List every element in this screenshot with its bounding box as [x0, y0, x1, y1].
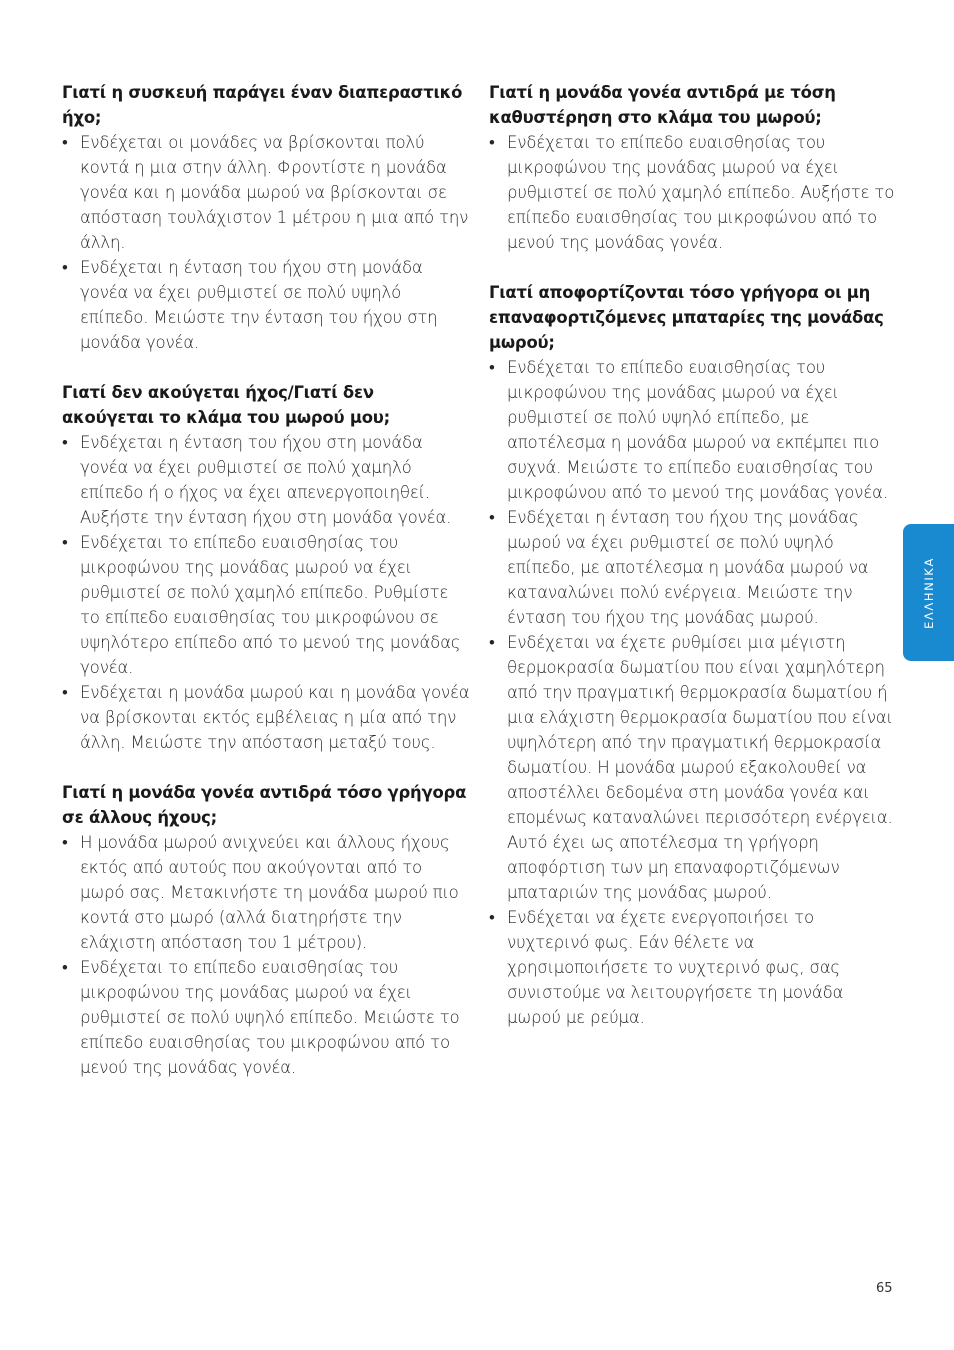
faq-section: [62, 380, 470, 755]
answer-item: • Η μονάδα μωρού ανιχνεύει και άλλους ήχους εκτός από αυτούς που ακούγονται από το μωρό σας. Μετακινήστε τη μονάδα μωρού πιο κοντά στο μωρό (αλλά διατηρήστε την ελάχιστη απόσταση του 1 μέτρου).: [62, 830, 470, 955]
answer-list: [62, 130, 470, 355]
language-tab: [903, 524, 954, 661]
answer-item: • Ενδέχεται το επίπεδο ευαισθησίας του μικροφώνου της μονάδας μωρού να έχει ρυθμιστεί σε πολύ υψηλό επίπεδο. Μειώστε το επίπεδο ευαισθησίας του μικροφώνου από το μενού της μονάδας γονέα.: [62, 955, 470, 1080]
answer-item: • Ενδέχεται το επίπεδο ευαισθησίας του μικροφώνου της μονάδας μωρού να έχει ρυθμιστεί σε πολύ υψηλό επίπεδο, με αποτέλεσμα η μονάδα μωρού να εκπέμπει πιο συχνά. Μειώστε το επίπεδο ευαισθησίας του μικροφώνου από το μενού της μονάδας γονέα.: [489, 355, 897, 505]
answer-item: • Ενδέχεται οι μονάδες να βρίσκονται πολύ κοντά η μια στην άλλη. Φροντίστε η μονάδα γονέα και η μονάδα μωρού να βρίσκονται σε απόσταση τουλάχιστον 1 μέτρου η μια από την άλλη.: [62, 130, 470, 255]
answer-item: • Ενδέχεται η μονάδα μωρού και η μονάδα γονέα να βρίσκονται εκτός εμβέλειας η μία από την άλλη. Μειώστε την απόσταση μεταξύ τους.: [62, 680, 470, 755]
question-title: Γιατί η συσκευή παράγει έναν διαπεραστικό ήχο;: [62, 83, 463, 127]
right-column: [489, 80, 897, 1055]
answer-item: • Ενδέχεται να έχετε ενεργοποιήσει το νυχτερινό φως. Εάν θέλετε να χρησιμοποιήσετε το νυχτερινό φως, σας συνιστούμε να λειτουργήσετε τη μονάδα μωρού με ρεύμα.: [489, 905, 897, 1030]
question-title: Γιατί δεν ακούγεται ήχος/Γιατί δεν ακούγεται το κλάμα του μωρού μου;: [62, 383, 390, 427]
question-title: Γιατί η μονάδα γονέα αντιδρά με τόση καθυστέρηση στο κλάμα του μωρού;: [489, 83, 836, 127]
left-column: [62, 80, 470, 1105]
language-tab-label: ΕΛΛΗΝΙΚΑ: [921, 556, 936, 629]
faq-section: [62, 80, 470, 355]
answer-item: • Ενδέχεται η ένταση του ήχου στη μονάδα γονέα να έχει ρυθμιστεί σε πολύ χαμηλό επίπεδο ή ο ήχος να έχει απενεργοποιηθεί. Αυξήστε την ένταση ήχου στη μονάδα γονέα.: [62, 430, 470, 530]
answer-item: • Ενδέχεται η ένταση του ήχου στη μονάδα γονέα να έχει ρυθμιστεί σε πολύ υψηλό επίπεδο. Μειώστε την ένταση του ήχου στη μονάδα γονέα.: [62, 255, 470, 355]
answer-list: [489, 130, 897, 255]
answer-list: [62, 830, 470, 1080]
answer-item: • Ενδέχεται να έχετε ρυθμίσει μια μέγιστη θερμοκρασία δωματίου που είναι χαμηλότερη από την πραγματική θερμοκρασία δωματίου ή μια ελάχιστη θερμοκρασία δωματίου που είναι υψηλότερη από την πραγματική θερμοκρασία δωματίου. Η μονάδα μωρού εξακολουθεί να αποστέλλει δεδομένα στη μονάδα γονέα και επομένως καταναλώνει περισσότερη ενέργεια. Αυτό έχει ως αποτέλεσμα τη γρήγορη αποφόρτιση των μη επαναφορτιζόμενων μπαταριών της μονάδας μωρού.: [489, 630, 897, 905]
faq-section: [489, 80, 897, 255]
faq-section: [489, 280, 897, 1030]
question-title: Γιατί η μονάδα γονέα αντιδρά τόσο γρήγορα σε άλλους ήχους;: [62, 783, 467, 827]
answer-list: [62, 430, 470, 755]
answer-item: • Ενδέχεται το επίπεδο ευαισθησίας του μικροφώνου της μονάδας μωρού να έχει ρυθμιστεί σε πολύ χαμηλό επίπεδο. Αυξήστε το επίπεδο ευαισθησίας του μικροφώνου από το μενού της μονάδας γονέα.: [489, 130, 897, 255]
page-number: 65: [876, 1281, 893, 1296]
answer-list: [489, 355, 897, 1030]
question-title: Γιατί αποφορτίζονται τόσο γρήγορα οι μη επαναφορτιζόμενες μπαταρίες της μονάδας μωρού;: [489, 283, 884, 352]
answer-item: • Ενδέχεται το επίπεδο ευαισθησίας του μικροφώνου της μονάδας μωρού να έχει ρυθμιστεί σε πολύ χαμηλό επίπεδο. Ρυθμίστε το επίπεδο ευαισθησίας του μικροφώνου σε υψηλότερο επίπεδο από το μενού της μονάδας γονέα.: [62, 530, 470, 680]
faq-section: [62, 780, 470, 1080]
answer-item: • Ενδέχεται η ένταση του ήχου της μονάδας μωρού να έχει ρυθμιστεί σε πολύ υψηλό επίπεδο, με αποτέλεσμα η μονάδα μωρού να καταναλώνει πολύ ενέργεια. Μειώστε την ένταση του ήχου της μονάδας μωρού.: [489, 505, 897, 630]
